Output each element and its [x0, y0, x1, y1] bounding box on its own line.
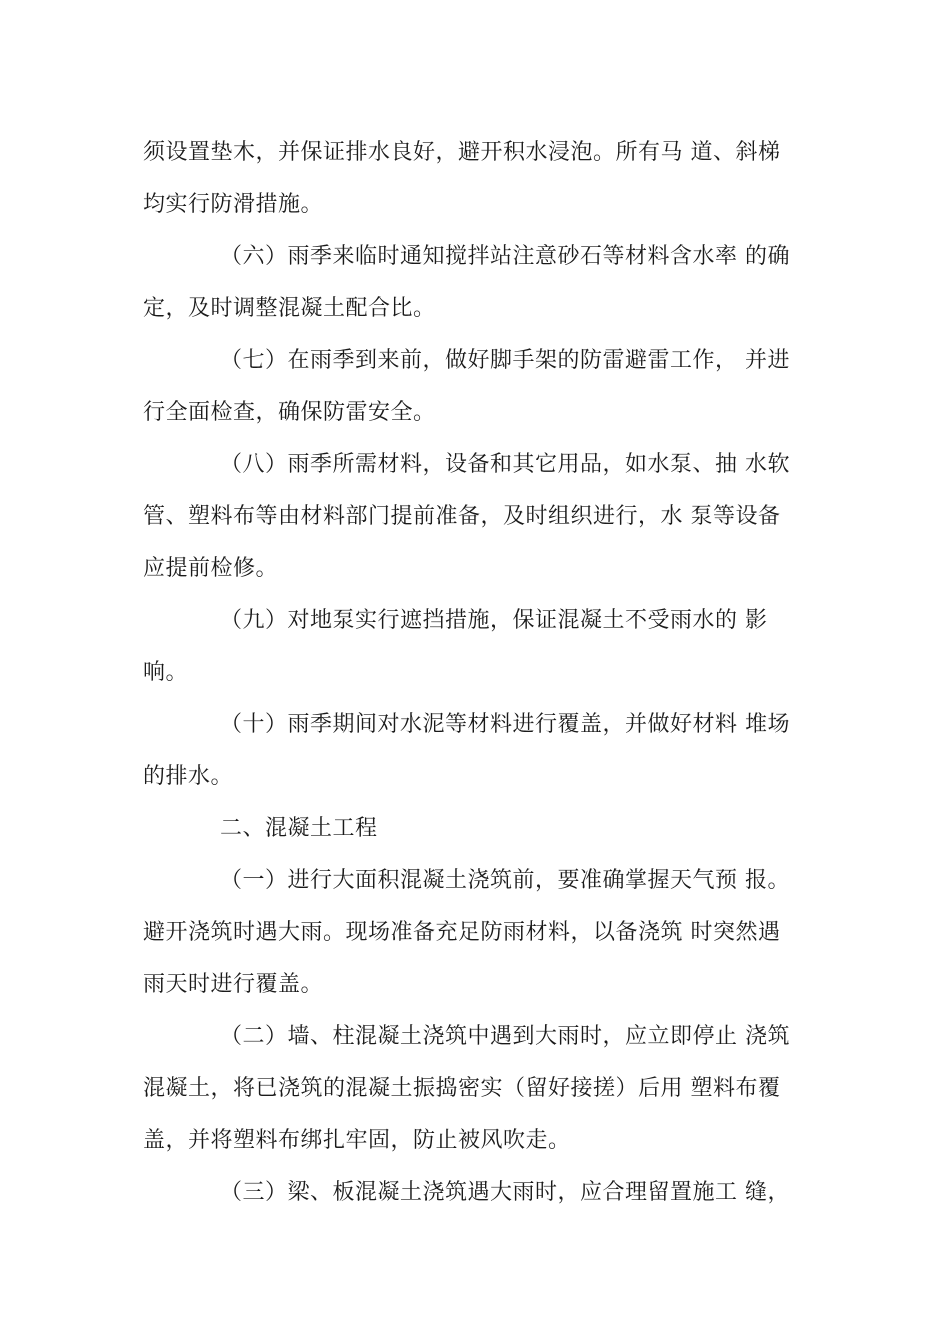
text-line: 盖，并将塑料布绑扎牢固，防止被风吹走。 [143, 1128, 571, 1153]
text-line: 均实行防滑措施。 [143, 192, 324, 217]
text-line: （三）梁、板混凝土浇筑遇大雨时，应合理留置施工 缝， [220, 1180, 790, 1205]
text-line: 行全面检查，确保防雷安全。 [143, 400, 436, 425]
text-line: 响。 [143, 660, 189, 685]
text-line: （一）进行大面积混凝土浇筑前，要准确掌握天气预 报。 [220, 868, 790, 893]
section-heading: 二、混凝土工程 [220, 816, 378, 841]
text-line: 应提前检修。 [143, 556, 279, 581]
text-line: 雨天时进行覆盖。 [143, 972, 324, 997]
text-line: 混凝土，将已浇筑的混凝土振捣密实（留好接搓）后用 塑料布覆 [143, 1076, 781, 1101]
text-line: （八）雨季所需材料，设备和其它用品，如水泵、抽 水软 [220, 452, 790, 477]
text-line: 管、塑料布等由材料部门提前准备，及时组织进行，水 泵等设备 [143, 504, 781, 529]
text-line: 的排水。 [143, 764, 234, 789]
text-line: 定，及时调整混凝土配合比。 [143, 296, 436, 321]
text-line: 避开浇筑时遇大雨。现场准备充足防雨材料，以备浇筑 时突然遇 [143, 920, 781, 945]
text-line: 须设置垫木，并保证排水良好，避开积水浸泡。所有马 道、斜梯 [143, 140, 781, 165]
text-line: （七）在雨季到来前，做好脚手架的防雷避雷工作， 并进 [220, 348, 790, 373]
text-line: （六）雨季来临时通知搅拌站注意砂石等材料含水率 的确 [220, 244, 790, 269]
text-line: （二）墙、柱混凝土浇筑中遇到大雨时，应立即停止 浇筑 [220, 1024, 790, 1049]
text-line: （九）对地泵实行遮挡措施，保证混凝土不受雨水的 影 [220, 608, 768, 633]
text-line: （十）雨季期间对水泥等材料进行覆盖，并做好材料 堆场 [220, 712, 790, 737]
